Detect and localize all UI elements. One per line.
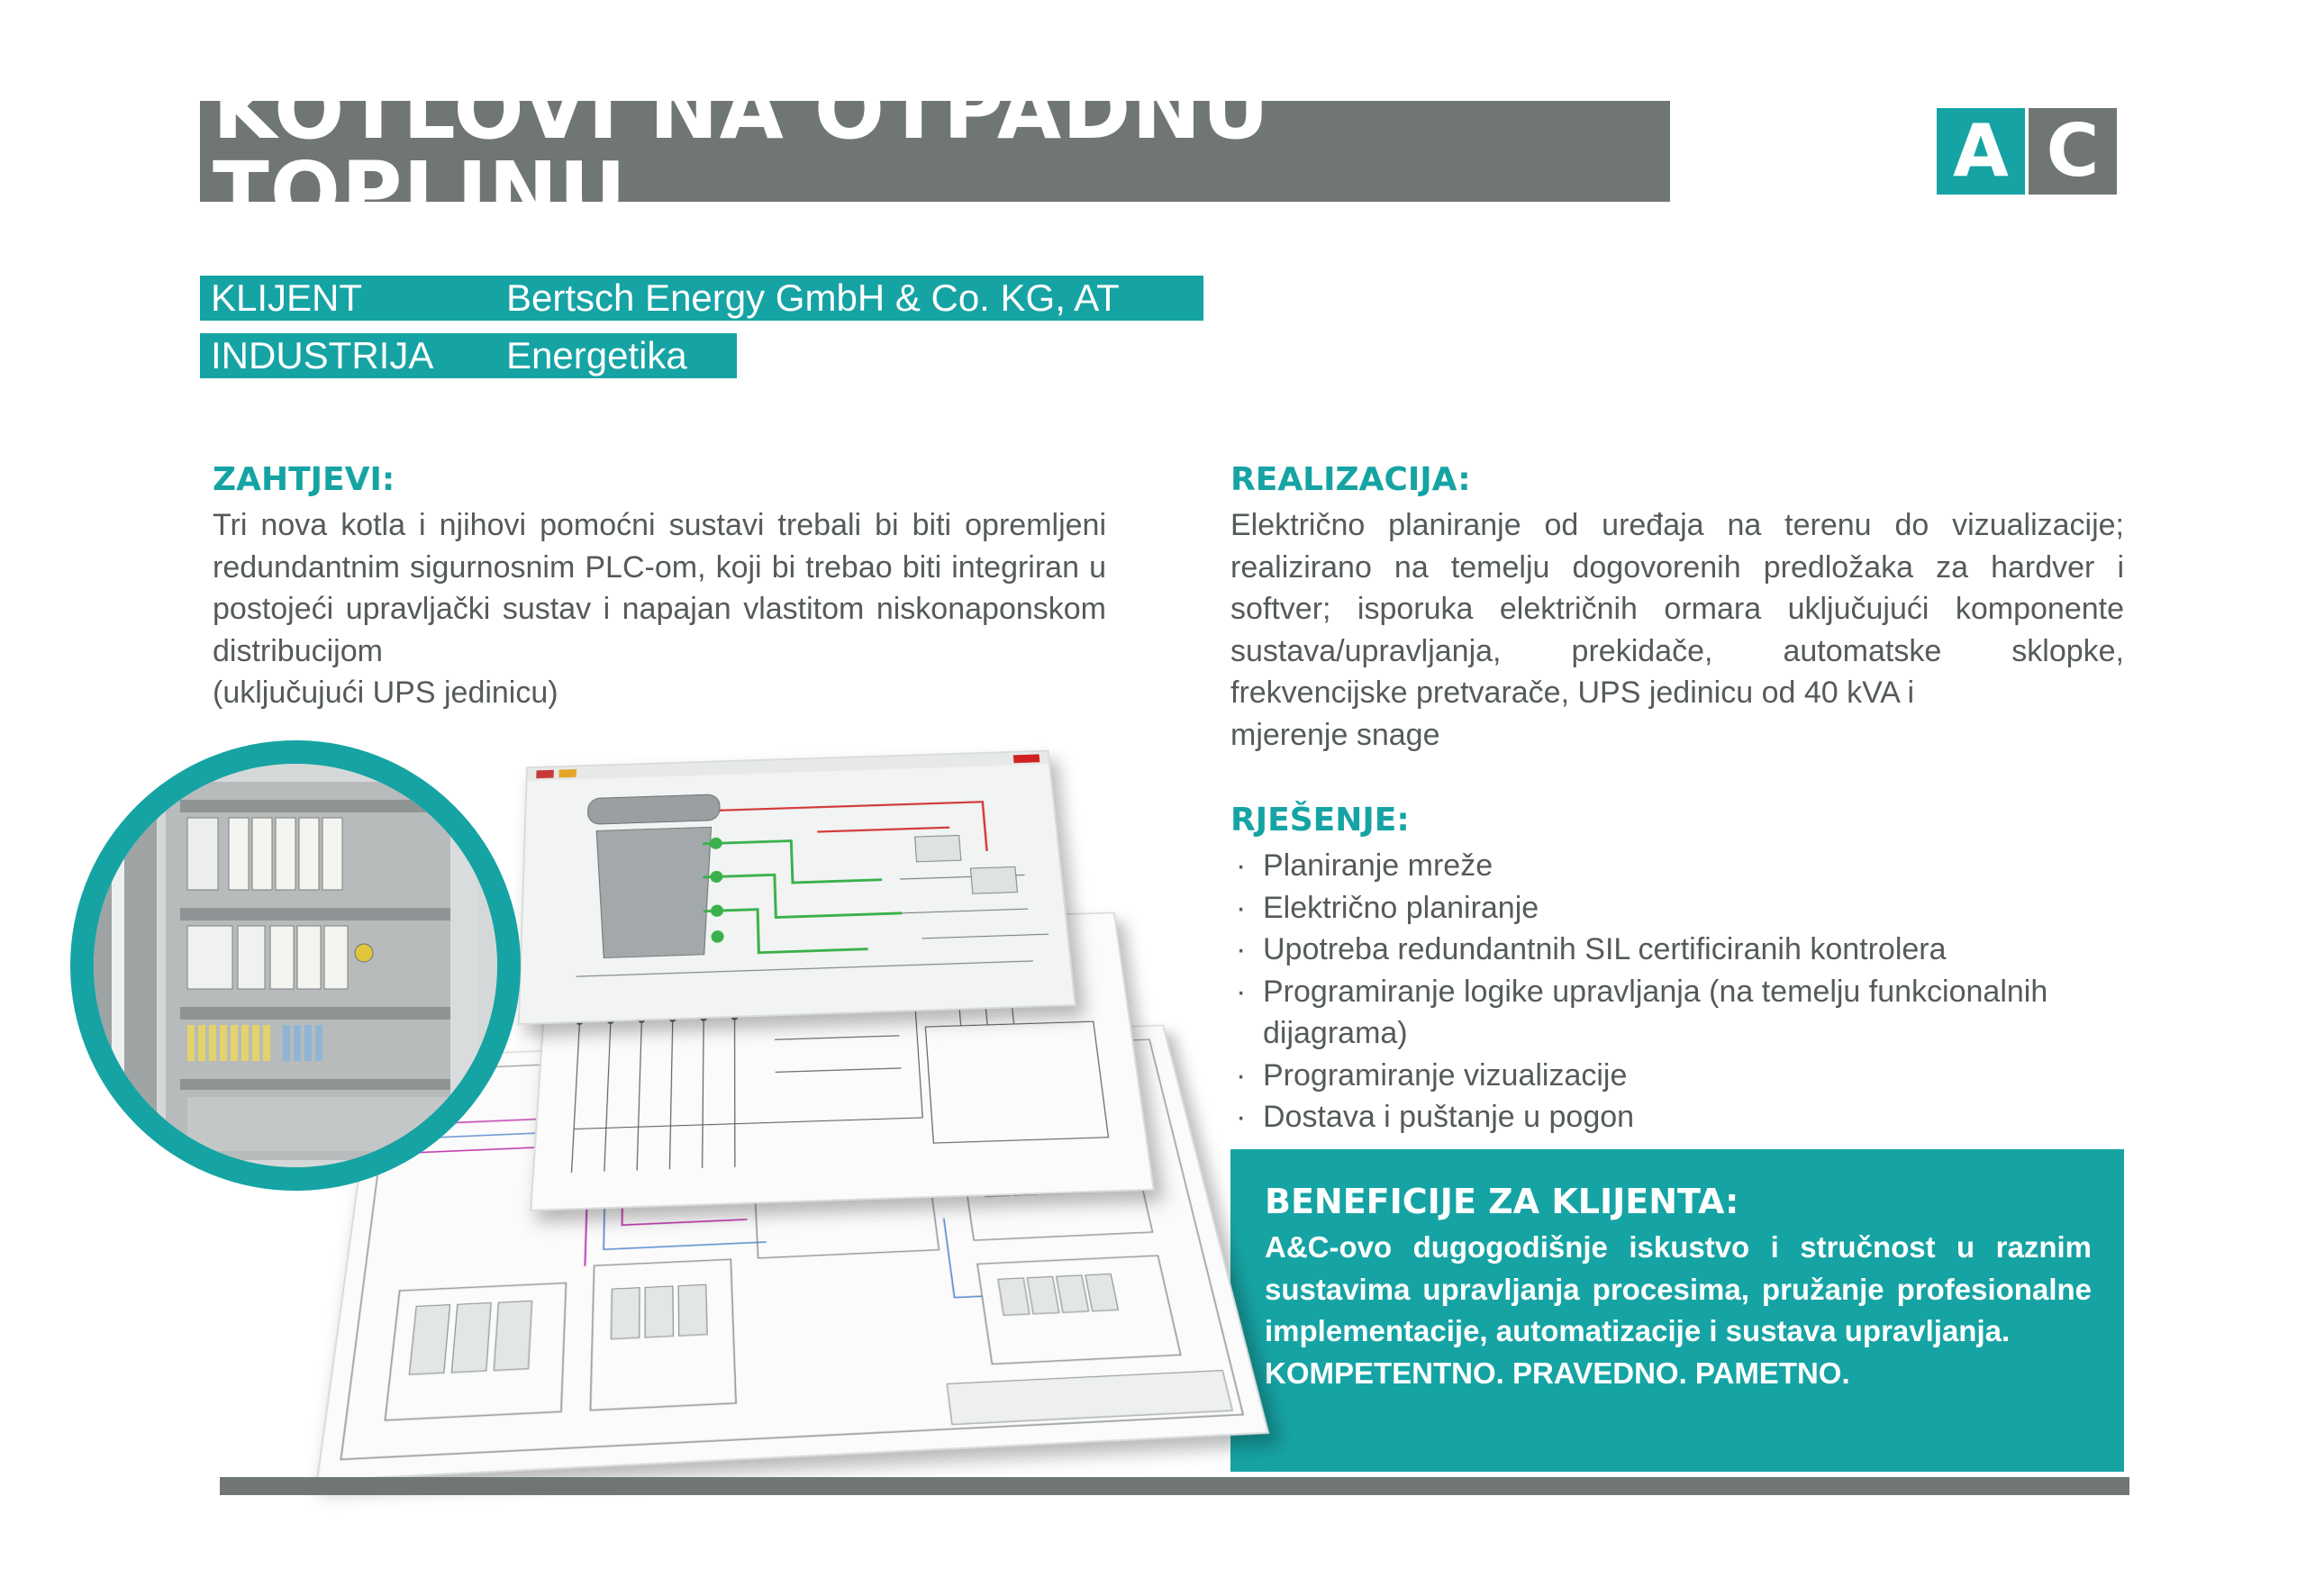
- requirements-body-last: (uključujući UPS jedinicu): [213, 676, 558, 710]
- industry-row: [200, 333, 737, 378]
- benefits-box: [1230, 1149, 2124, 1472]
- solution-list: [1230, 845, 2113, 1138]
- benefits-claim: KOMPETENTNO. PRAVEDNO. PAMETNO.: [1265, 1356, 1850, 1390]
- logo-c-letter: C: [2046, 109, 2100, 193]
- solution-heading: RJEŠENJE:: [1230, 802, 1410, 839]
- realization-text: [1230, 504, 2124, 756]
- illustration-collage: [54, 721, 1234, 1486]
- requirements-text: [213, 504, 1106, 714]
- realization-body-last: mjerenje snage: [1230, 717, 1440, 752]
- industry-value: Energetika: [506, 334, 687, 376]
- requirements-body: Tri nova kotla i njihovi pomoćni sustavi trebali bi biti opremljeni redundantnim sigurnosnim PLC-om, koji bi trebao biti integriran u postojeći upravljački sustav i napajan vlastitom niskonaponskom distribucijom: [213, 508, 1106, 668]
- title-banner: [200, 61, 1670, 240]
- list-item: · Planiranje mreže: [1230, 845, 2113, 887]
- benefits-text: A&C-ovo dugogodišnje iskustvo i stručnost u raznim sustavima upravljanja procesima, pružanje profesionalne implementacije, automatizacije i sustava upravljanja.: [1265, 1230, 2092, 1347]
- industry-label: INDUSTRIJA: [211, 334, 434, 376]
- benefits-heading: BENEFICIJE ZA KLIJENTA:: [1265, 1182, 1739, 1221]
- realization-body: Električno planiranje od uređaja na terenu do vizualizacije; realizirano na temelju dogovorenih predložaka za hardver i softver; isporuka električnih ormara uključujući komponente sustava/upravljanja, prekidače, automatske sklopke, frekvencijske pretvarače, UPS jedinicu od 40 kVA i: [1230, 508, 2124, 710]
- client-value: Bertsch Energy GmbH & Co. KG, AT: [506, 277, 1120, 319]
- list-item: · Programiranje vizualizacije: [1230, 1055, 2113, 1097]
- scada-visualization-screen: [518, 750, 1076, 1025]
- requirements-heading: ZAHTJEVI:: [213, 461, 395, 498]
- logo-a-letter: A: [1953, 109, 2009, 193]
- page-title: KOTLOVI NA OTPADNU TOPLINU: [213, 61, 1271, 240]
- list-item: · Programiranje logike upravljanja (na temelju funkcionalnih dijagrama): [1230, 971, 2113, 1055]
- ac-logo-icon: [1937, 108, 2117, 195]
- list-item: · Upotreba redundantnih SIL certificiranih kontrolera: [1230, 929, 2113, 971]
- logo-a-block: [1937, 108, 2025, 195]
- realization-heading: REALIZACIJA:: [1230, 461, 1471, 498]
- bottom-divider: [220, 1477, 2129, 1495]
- list-item: · Električno planiranje: [1230, 887, 2113, 929]
- client-row: [200, 276, 1203, 321]
- logo-c-block: [2029, 108, 2117, 195]
- list-item: · Dostava i puštanje u pogon: [1230, 1096, 2113, 1138]
- control-cabinet-photo: [70, 740, 521, 1191]
- client-label: KLIJENT: [211, 277, 363, 319]
